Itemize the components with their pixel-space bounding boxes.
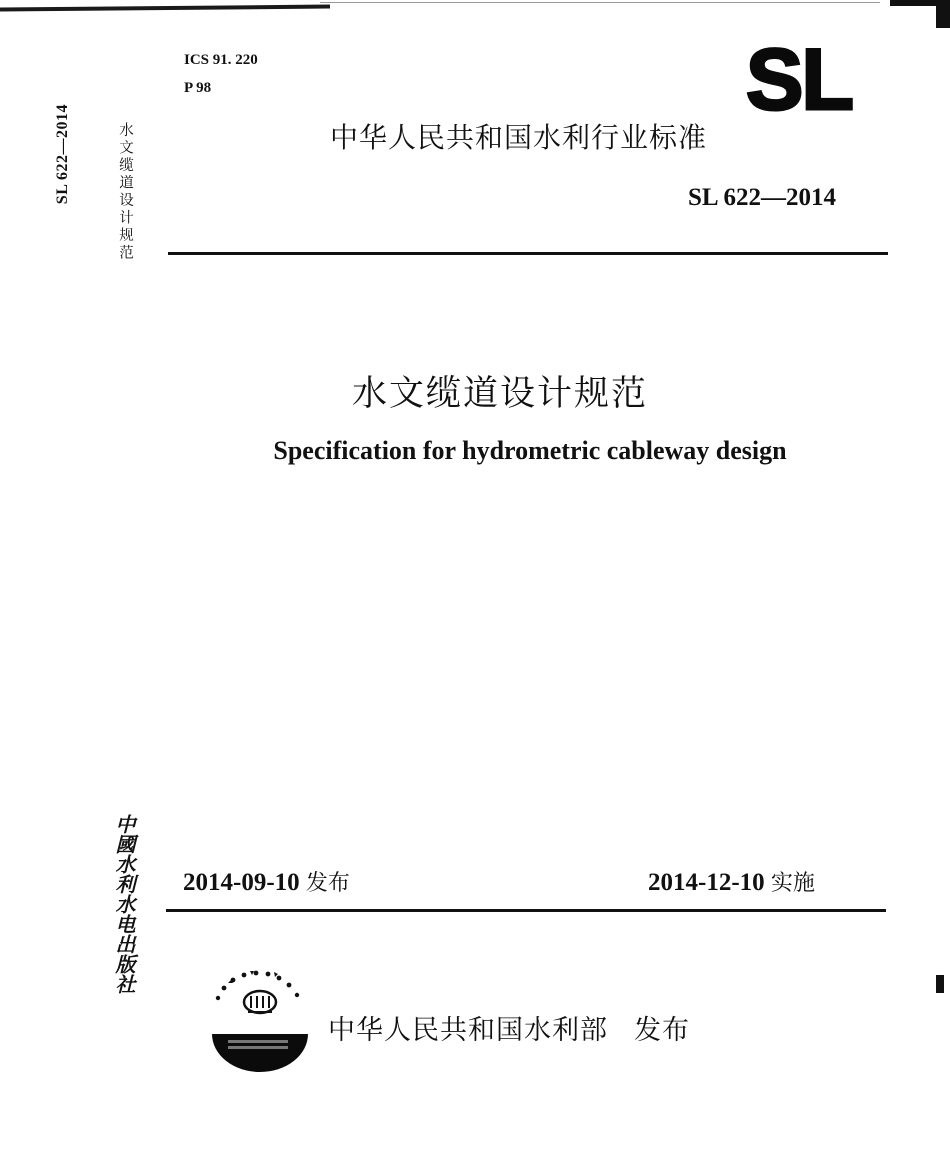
issue-label: 发布 — [305, 871, 350, 896]
implementation-label: 实施 — [770, 871, 815, 896]
industry-standard-heading: 中华人民共和国水利行业标准 — [330, 121, 708, 154]
scan-corner-block — [936, 0, 950, 28]
publisher-seal-icon — [204, 968, 316, 1072]
issuing-authority-line — [328, 1008, 690, 1047]
spine-standard-number: SL 622—2014 — [54, 104, 71, 205]
footer-divider — [166, 909, 886, 912]
issue-date: 2014-09-10 — [183, 869, 300, 896]
scan-edge-line — [0, 5, 330, 12]
implementation-date: 2014-12-10 — [648, 869, 765, 896]
header-divider — [168, 252, 888, 255]
category-code: P 98 — [184, 80, 212, 96]
issuing-action: 发布 — [634, 1015, 690, 1046]
scan-edge-line-faint — [320, 2, 880, 3]
sl-logo: SL — [746, 32, 852, 128]
implementation-date-line — [648, 866, 815, 897]
document-title-english: Specification for hydrometric cableway design — [273, 436, 787, 465]
spine-publisher: 中國水利水电出版社 — [112, 814, 136, 994]
spine-title: 水文缆道设计规范 — [117, 122, 133, 262]
classification-codes — [184, 46, 258, 102]
ics-code: ICS 91. 220 — [184, 52, 258, 68]
issue-date-line — [183, 866, 350, 897]
issuing-authority: 中华人民共和国水利部 — [328, 1015, 608, 1046]
standard-number: SL 622—2014 — [688, 184, 836, 211]
scan-edge-mark — [936, 975, 944, 993]
document-title-chinese: 水文缆道设计规范 — [351, 374, 648, 414]
